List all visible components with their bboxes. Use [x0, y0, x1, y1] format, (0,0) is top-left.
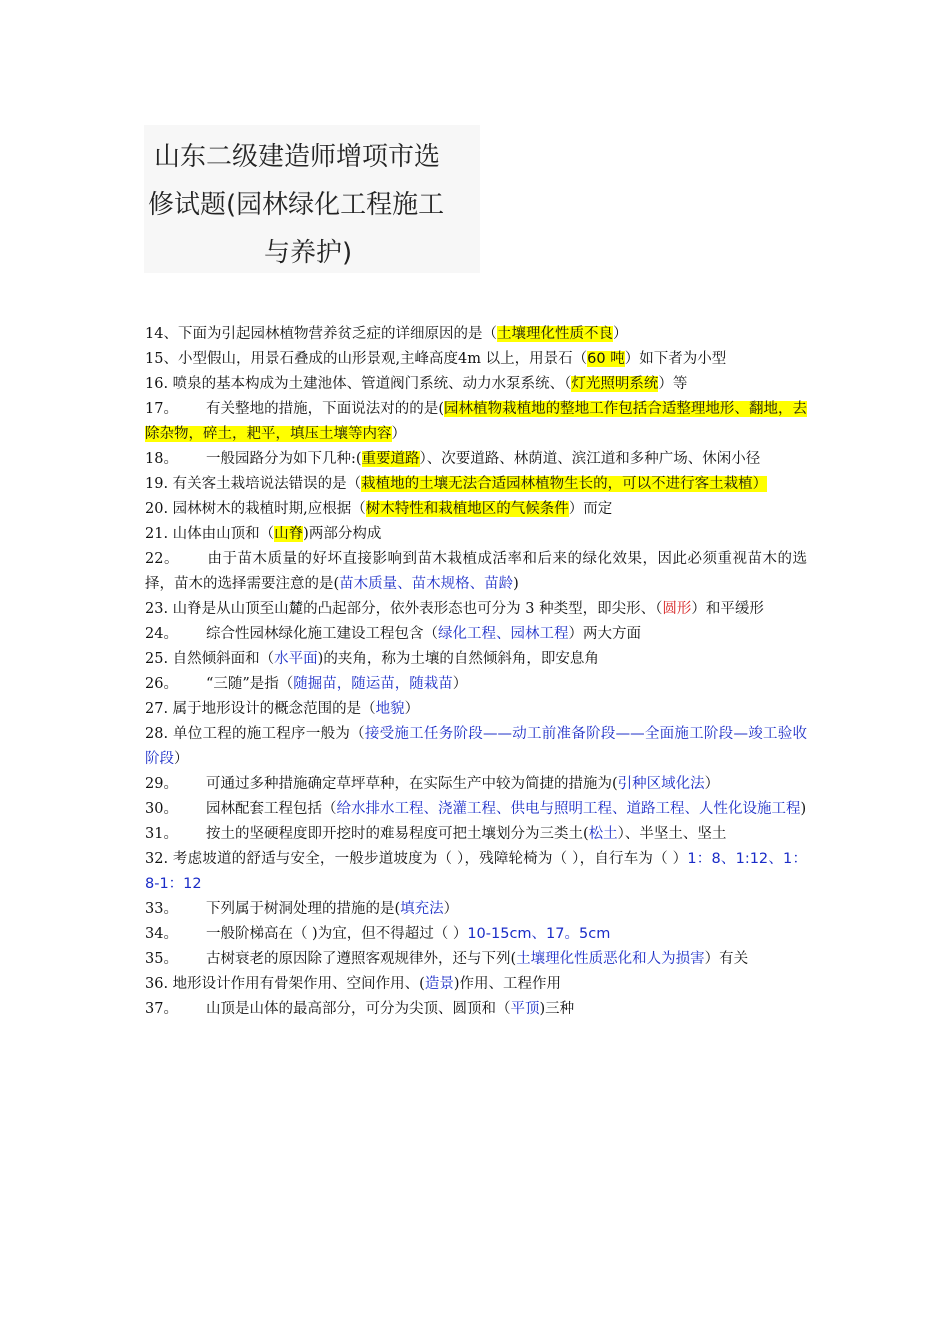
- question-15: [145, 347, 807, 372]
- question-tail: ）如下者为小型: [624, 351, 727, 367]
- question-tail: ）有关: [704, 951, 749, 967]
- question-tail: ）: [612, 326, 628, 342]
- question-30: [145, 797, 807, 822]
- question-number: 30。: [145, 801, 178, 817]
- question-number: 16.: [145, 376, 169, 392]
- answer-highlight: 栽植地的土壤无法合适园林植物生长的，可以不进行客土栽植: [361, 476, 753, 492]
- question-tail: ): [513, 576, 519, 592]
- question-text: 一般园路分为如下几种:(: [205, 451, 362, 467]
- question-28: [145, 722, 807, 772]
- question-number: 15、: [145, 351, 178, 367]
- question-tail: ）和平缓形: [691, 601, 764, 617]
- question-number: 27.: [145, 701, 169, 717]
- question-tail: ）: [391, 426, 406, 442]
- question-34: [145, 922, 807, 947]
- question-19: [145, 472, 807, 497]
- question-17: [145, 397, 807, 447]
- question-tail: ）: [404, 701, 420, 717]
- question-number: 14、: [145, 326, 178, 342]
- question-number: 23.: [145, 601, 169, 617]
- question-number: 17。: [145, 401, 178, 417]
- answer-text: 接受施工任务阶段——动工前准备阶段——全面施工阶段—竣工验收阶段: [145, 726, 808, 767]
- question-33: [145, 897, 807, 922]
- question-number: 35。: [145, 951, 178, 967]
- answer-highlight: 山脊: [274, 526, 304, 542]
- question-tail: ）、半坚土、坚土: [617, 826, 727, 842]
- question-text: 地形设计作用有骨架作用、空间作用、(: [172, 976, 425, 992]
- answer-text: 绿化工程、园林工程: [437, 626, 569, 642]
- question-number: 33。: [145, 901, 178, 917]
- question-text: 山顶是山体的最高部分，可分为尖顶、圆顶和（: [205, 1001, 511, 1017]
- question-number: 36.: [145, 976, 169, 992]
- title-line-1: 山东二级建造师增项市选: [154, 142, 441, 172]
- question-text: 园林配套工程包括（: [205, 801, 337, 817]
- question-tail: ）等: [658, 376, 688, 392]
- question-23: [145, 597, 807, 622]
- question-text: 按土的坚硬程度即开挖时的难易程度可把土壤划分为三类土(: [205, 826, 589, 842]
- answer-text: 随掘苗，随运苗，随栽苗: [293, 676, 453, 692]
- answer-text: 1：8、1:12、1：8-1：12: [145, 851, 807, 892]
- answer-highlight: 60 吨: [587, 351, 625, 367]
- question-text: 由于苗木质量的好坏直接影响到苗木栽植成活率和后来的绿化效果，因此必须重视苗木的选择，苗木的选择需要注意的是(: [145, 551, 807, 592]
- answer-text: 引种区域化法: [617, 776, 705, 792]
- answer-highlight: 土壤理化性质不良: [496, 326, 613, 342]
- title-line-3: 与养护): [264, 238, 353, 268]
- question-tail: ）: [704, 776, 720, 792]
- question-text: 可通过多种措施确定草坪草种，在实际生产中较为简捷的措施为(: [205, 776, 618, 792]
- question-number: 37。: [145, 1001, 178, 1017]
- question-31: [145, 822, 807, 847]
- question-36: [145, 972, 807, 997]
- question-26: [145, 672, 807, 697]
- answer-highlight: 园林植物栽植地的整地工作包括合适整理地形、翻地，去除杂物，碎土，耙平，填压土壤等内容: [145, 401, 808, 442]
- question-number: 34。: [145, 926, 178, 942]
- answer-text: 土壤理化性质恶化和人为损害: [516, 951, 705, 967]
- answer-highlight: 灯光照明系统: [571, 376, 659, 392]
- question-text: 单位工程的施工程序一般为（: [172, 726, 365, 742]
- question-32: [145, 847, 807, 897]
- question-18: [145, 447, 807, 472]
- question-text: 园林树木的栽植时期,应根据（: [172, 501, 366, 517]
- question-tail: ）: [752, 476, 768, 492]
- question-number: 22。: [145, 551, 179, 567]
- question-tail: )三种: [539, 1001, 575, 1017]
- question-text: 喷泉的基本构成为土建池体、管道阀门系统、动力水泵系统、（: [172, 376, 572, 392]
- question-text: 自然倾斜面和（: [172, 651, 275, 667]
- answer-text: 水平面: [274, 651, 318, 667]
- answer-text: 圆形: [662, 601, 692, 617]
- question-text: 山体由山顶和（: [172, 526, 275, 542]
- question-number: 31。: [145, 826, 178, 842]
- question-text: 考虑坡道的舒适与安全，一般步道坡度为（ ），残障轮椅为（ ），自行车为（ ）: [172, 851, 688, 867]
- question-text: 古树衰老的原因除了遵照客观规律外，还与下列(: [205, 951, 517, 967]
- question-37: [145, 997, 807, 1022]
- question-20: [145, 497, 807, 522]
- question-text: 下列属于树洞处理的措施的是(: [205, 901, 401, 917]
- question-tail: )作用、工程作用: [453, 976, 561, 992]
- question-text: “三随”是指（: [205, 676, 294, 692]
- question-tail: ）、次要道路、林荫道、滨江道和多种广场、休闲小径: [419, 451, 761, 467]
- question-tail: ）: [443, 901, 459, 917]
- answer-text: 给水排水工程、浇灌工程、供电与照明工程、道路工程、人性化设施工程: [336, 801, 801, 817]
- question-number: 28.: [145, 726, 169, 742]
- question-tail: ）而定: [568, 501, 613, 517]
- question-24: [145, 622, 807, 647]
- question-number: 19.: [145, 476, 169, 492]
- question-number: 32.: [145, 851, 169, 867]
- question-number: 21.: [145, 526, 169, 542]
- question-number: 18。: [145, 451, 178, 467]
- question-number: 25.: [145, 651, 169, 667]
- answer-highlight: 重要道路: [361, 451, 420, 467]
- question-number: 20.: [145, 501, 169, 517]
- question-tail: ）两大方面: [568, 626, 641, 642]
- question-tail: ）: [452, 676, 468, 692]
- question-29: [145, 772, 807, 797]
- answer-text: 松土: [588, 826, 618, 842]
- question-25: [145, 647, 807, 672]
- question-tail: ): [800, 801, 807, 817]
- answer-highlight: 树木特性和栽植地区的气候条件: [365, 501, 569, 517]
- question-22: [145, 547, 807, 597]
- answer-text: 造景: [424, 976, 454, 992]
- question-number: 24。: [145, 626, 178, 642]
- question-35: [145, 947, 807, 972]
- question-tail: )两部分构成: [303, 526, 382, 542]
- question-text: 属于地形设计的概念范围的是（: [172, 701, 376, 717]
- question-text: 一般阶梯高在（ )为宜，但不得超过（ ）: [205, 926, 468, 942]
- question-text: 下面为引起园林植物营养贫乏症的详细原因的是（: [177, 326, 497, 342]
- question-list: [145, 322, 807, 1022]
- question-16: [145, 372, 807, 397]
- answer-text: 10-15cm、17。5cm: [467, 926, 611, 942]
- question-text: 综合性园林绿化施工建设工程包含（: [205, 626, 438, 642]
- answer-text: 平顶: [510, 1001, 540, 1017]
- answer-text: 地貌: [375, 701, 405, 717]
- question-number: 29。: [145, 776, 178, 792]
- question-text: 山脊是从山顶至山麓的凸起部分，依外表形态也可分为 3 种类型，即尖形、（: [172, 601, 663, 617]
- question-21: [145, 522, 807, 547]
- answer-text: 填充法: [400, 901, 444, 917]
- question-text: 有关客土栽培说法错误的是（: [172, 476, 362, 492]
- question-27: [145, 697, 807, 722]
- answer-text: 苗木质量、苗木规格、苗龄: [339, 576, 514, 592]
- question-number: 26。: [145, 676, 178, 692]
- question-tail: ）: [174, 751, 189, 767]
- question-text: 小型假山，用景石叠成的山形景观,主峰高度4m 以上，用景石（: [177, 351, 588, 367]
- question-text: 有关整地的措施，下面说法对的的是(: [206, 401, 444, 417]
- question-tail: )的夹角，称为土壤的自然倾斜角，即安息角: [317, 651, 599, 667]
- question-14: [145, 322, 807, 347]
- title-line-2: 修试题(园林绿化工程施工: [148, 190, 445, 220]
